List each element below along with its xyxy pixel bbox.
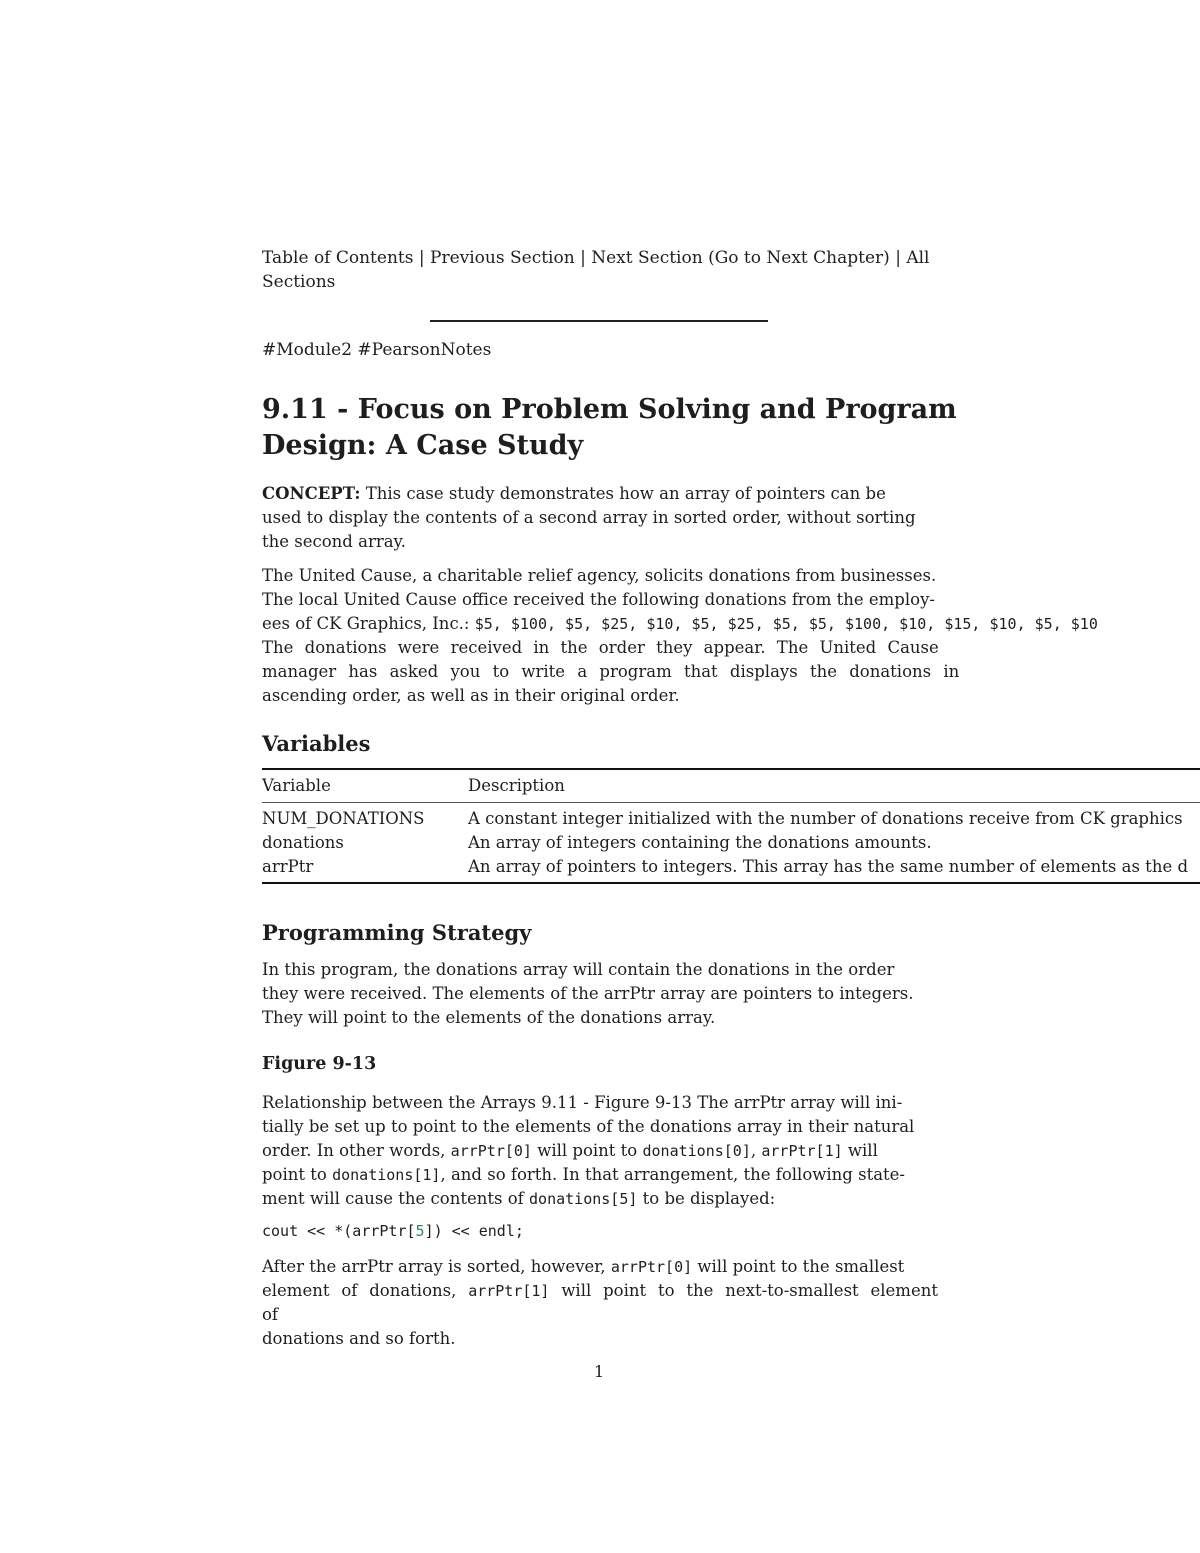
figure-text: will (847, 1141, 878, 1160)
table-row-name: arrPtr (262, 857, 314, 876)
table-row-desc: A constant integer initialized with the number of donations receive from CK graphics (468, 809, 1183, 828)
figure-text: point to (262, 1165, 327, 1184)
table-header-variable: Variable (262, 776, 331, 795)
previous-section-link[interactable]: Previous Section (430, 248, 575, 268)
intro-line-4: The donations were received in the order they appear. The United Cause (262, 638, 939, 657)
after-text: element of donations, (262, 1281, 457, 1300)
code-number: 5 (415, 1222, 425, 1240)
figure-paragraph (262, 1091, 938, 1211)
code-part: cout << *(arrPtr[ (262, 1222, 416, 1240)
figure-text: to be displayed: (642, 1189, 776, 1208)
intro-line-3-text: ees of CK Graphics, Inc.: (262, 614, 470, 633)
figure-text: ment will cause the contents of (262, 1189, 524, 1208)
figure-text: will point to (537, 1141, 638, 1160)
table-row-desc: An array of integers containing the donations amounts. (468, 833, 932, 852)
horizontal-rule (430, 320, 768, 322)
variables-heading: Variables (262, 731, 371, 756)
after-line-3: donations and so forth. (262, 1329, 456, 1348)
table-top-rule (262, 768, 1200, 770)
nav-separator: | (895, 248, 901, 268)
figure-heading: Figure 9-13 (262, 1054, 377, 1074)
table-bottom-rule (262, 882, 1200, 884)
code-inline: arrPtr[0] (610, 1258, 693, 1276)
page-title (262, 392, 957, 464)
code-inline: arrPtr[1] (468, 1282, 550, 1300)
code-line (262, 1222, 524, 1240)
code-part: ]) << endl; (424, 1222, 524, 1240)
donation-values: $5, $100, $5, $25, $10, $5, $25, $5, $5, $100, $10, $15, $10, $5, $10 (474, 615, 1098, 633)
concept-paragraph (262, 482, 938, 554)
concept-line-3: the second array. (262, 532, 406, 551)
code-inline: arrPtr[1] (761, 1142, 843, 1160)
strategy-line-1: In this program, the donations array will contain the donations in the order (262, 960, 895, 979)
strategy-heading: Programming Strategy (262, 920, 532, 945)
title-line-1: 9.11 - Focus on Problem Solving and Program (262, 394, 957, 425)
after-paragraph (262, 1255, 938, 1351)
intro-line-2: The local United Cause office received the following donations from the employ- (262, 590, 935, 609)
table-row-name: NUM_DONATIONS (262, 809, 425, 828)
tags: #Module2 #PearsonNotes (262, 340, 492, 360)
intro-line-5: manager has asked you to write a program that displays the donations in (262, 662, 960, 681)
table-row-name: donations (262, 833, 344, 852)
code-inline: donations[1] (332, 1166, 441, 1184)
intro-line-6: ascending order, as well as in their original order. (262, 686, 680, 705)
after-text: will point to the next-to-smallest element of (262, 1281, 938, 1324)
intro-line-1: The United Cause, a charitable relief agency, solicits donations from businesses. (262, 566, 937, 585)
code-inline: arrPtr[0] (450, 1142, 532, 1160)
figure-line-1: Relationship between the Arrays 9.11 - Figure 9-13 The arrPtr array will ini- (262, 1093, 903, 1112)
code-inline: donations[0] (642, 1142, 751, 1160)
nav-bar (262, 246, 942, 294)
figure-line-2: tially be set up to point to the elements of the donations array in their natural (262, 1117, 915, 1136)
figure-text: , (750, 1141, 757, 1160)
figure-text: , and so forth. In that arrangement, the following state- (440, 1165, 906, 1184)
all-sections-label-2[interactable]: Sections (262, 272, 336, 292)
code-inline: donations[5] (529, 1190, 638, 1208)
table-header-rule (262, 802, 1200, 803)
all-sections-label-1[interactable]: All (906, 248, 930, 268)
nav-separator: | (418, 248, 425, 268)
next-section-link[interactable]: Next Section (Go to Next Chapter) (591, 248, 890, 268)
title-line-2: Design: A Case Study (262, 430, 584, 461)
figure-text: order. In other words, (262, 1141, 446, 1160)
concept-line-1: This case study demonstrates how an array of pointers can be (365, 484, 886, 503)
after-text: After the arrPtr array is sorted, however, (262, 1257, 606, 1276)
table-header-description: Description (468, 776, 565, 795)
strategy-line-2: they were received. The elements of the arrPtr array are pointers to integers. (262, 984, 914, 1003)
nav-separator: | (580, 248, 586, 268)
intro-paragraph (262, 564, 1200, 708)
table-row-desc: An array of pointers to integers. This array has the same number of elements as the d (468, 857, 1189, 876)
concept-line-2: used to display the contents of a second array in sorted order, without sorting (262, 508, 916, 527)
concept-label: CONCEPT: (262, 484, 361, 503)
toc-link[interactable]: Table of Contents (262, 248, 414, 268)
page-number: 1 (594, 1362, 605, 1381)
strategy-paragraph (262, 958, 938, 1030)
after-text: will point to the smallest (697, 1257, 905, 1276)
strategy-line-3: They will point to the elements of the donations array. (262, 1008, 716, 1027)
